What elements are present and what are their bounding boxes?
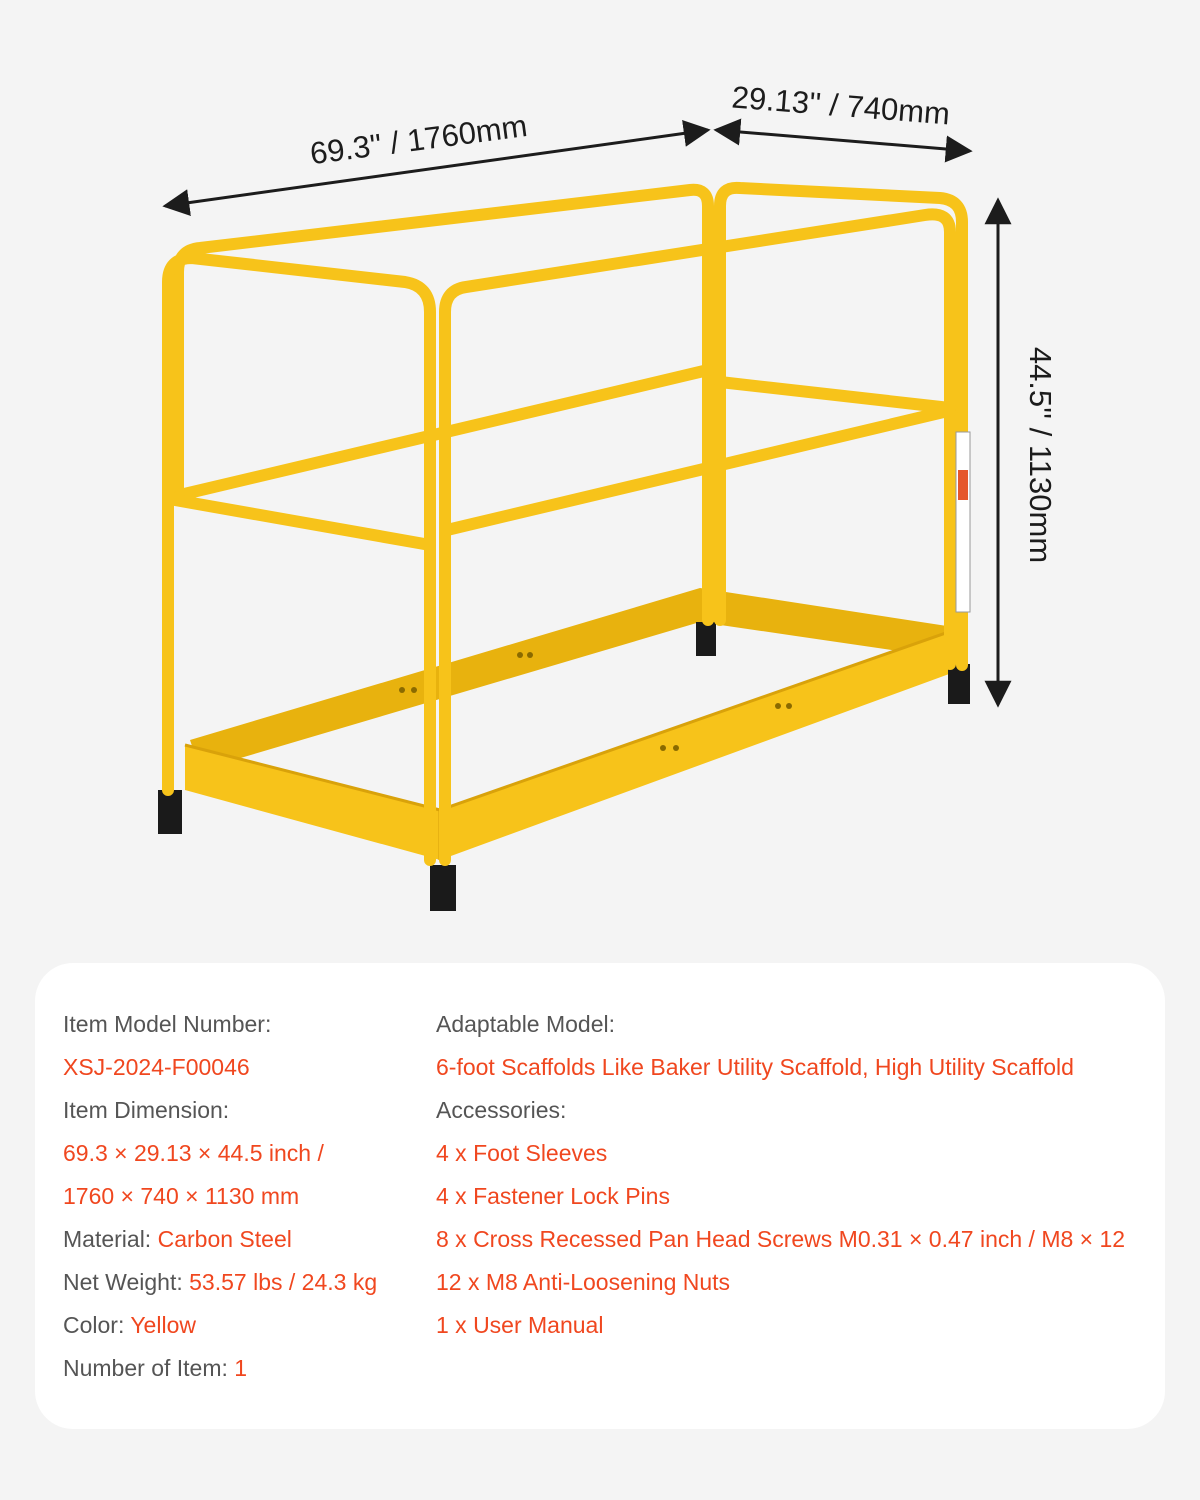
- weight-label: Net Weight:: [63, 1269, 190, 1295]
- length-label: 69.3'' / 1760mm: [307, 107, 530, 172]
- specs-right-column: [436, 1003, 1156, 1347]
- accessory-item: 12 x M8 Anti-Loosening Nuts: [436, 1269, 731, 1295]
- material-label: Material:: [63, 1226, 158, 1252]
- weight-row: [63, 1261, 423, 1304]
- accessory-item: 8 x Cross Recessed Pan Head Screws M0.31 × 0.47 inch / M8 × 12: [436, 1226, 1126, 1252]
- accessory-item: 4 x Foot Sleeves: [436, 1140, 608, 1166]
- foot-sleeve-front-left: [158, 790, 182, 834]
- adaptable-value: 6-foot Scaffolds Like Baker Utility Scaffold, High Utility Scaffold: [436, 1054, 1074, 1080]
- count-value: 1: [234, 1355, 248, 1381]
- specs-left-column: [63, 1003, 423, 1390]
- weight-value: 53.57 lbs / 24.3 kg: [189, 1269, 378, 1295]
- model-label: Item Model Number:: [63, 1011, 272, 1037]
- base-rail-front: [185, 628, 960, 860]
- color-value: Yellow: [130, 1312, 196, 1338]
- dimension-label: Item Dimension:: [63, 1097, 230, 1123]
- material-value: Carbon Steel: [157, 1226, 292, 1252]
- scaffold-frame: [158, 188, 970, 911]
- model-value: XSJ-2024-F00046: [63, 1054, 250, 1080]
- accessories-label: Accessories:: [436, 1097, 567, 1123]
- foot-sleeve-front-right: [430, 865, 456, 911]
- material-row: [63, 1218, 423, 1261]
- warning-sticker: [956, 432, 970, 612]
- height-label: 44.5'' / 1130mm: [1023, 346, 1058, 564]
- foot-sleeve-back-left: [696, 622, 716, 656]
- count-label: Number of Item:: [63, 1355, 235, 1381]
- adaptable-label: Adaptable Model:: [436, 1011, 616, 1037]
- color-row: [63, 1304, 423, 1347]
- accessory-item: 4 x Fastener Lock Pins: [436, 1183, 670, 1209]
- color-label: Color:: [63, 1312, 131, 1338]
- count-row: [63, 1347, 423, 1390]
- dimension-value-imperial: 69.3 × 29.13 × 44.5 inch /: [63, 1140, 324, 1166]
- dimension-value-metric: 1760 × 740 × 1130 mm: [63, 1183, 300, 1209]
- width-label: 29.13'' / 740mm: [730, 79, 952, 132]
- width-arrow: [716, 130, 970, 151]
- accessory-item: 1 x User Manual: [436, 1312, 604, 1338]
